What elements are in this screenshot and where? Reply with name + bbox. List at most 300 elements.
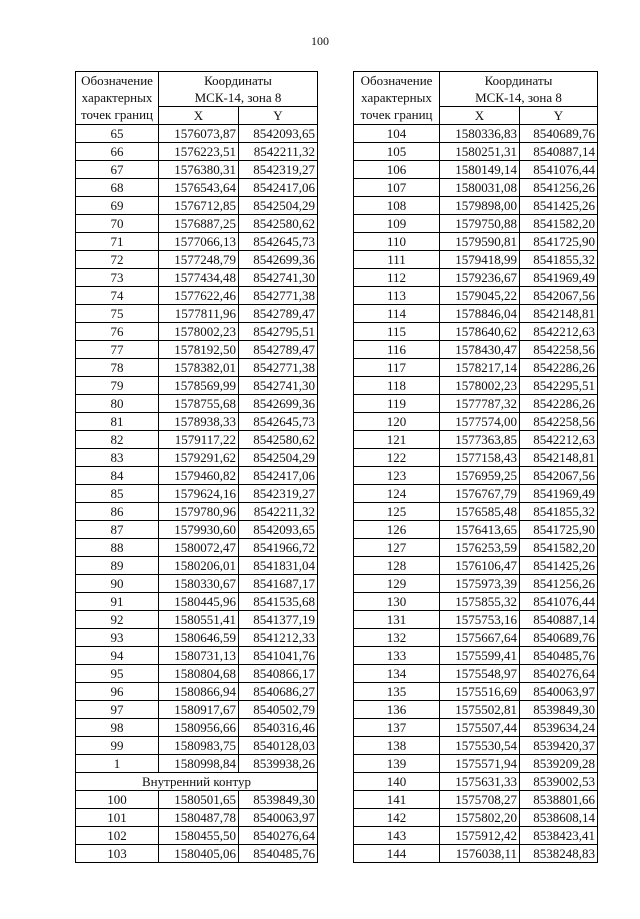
point-id-cell: 114: [354, 305, 440, 323]
point-id-cell: 132: [354, 629, 440, 647]
y-coordinate-cell: 8541041,76: [239, 647, 318, 665]
table-row: [76, 215, 318, 233]
y-coordinate-cell: 8542645,73: [239, 233, 318, 251]
x-coordinate-cell: 1580866,94: [159, 683, 239, 701]
point-id-cell: 73: [76, 269, 159, 287]
x-coordinate-cell: 1580983,75: [159, 737, 239, 755]
x-coordinate-cell: 1578002,23: [440, 377, 520, 395]
x-coordinate-cell: 1575667,64: [440, 629, 520, 647]
y-coordinate-cell: 8539209,28: [520, 755, 598, 773]
point-id-cell: 144: [354, 845, 440, 863]
y-coordinate-cell: 8542211,32: [239, 503, 318, 521]
y-coordinate-cell: 8541582,20: [520, 539, 598, 557]
y-coordinate-cell: 8540276,64: [520, 665, 598, 683]
point-id-cell: 118: [354, 377, 440, 395]
x-coordinate-cell: 1577158,43: [440, 449, 520, 467]
section-row: [76, 773, 318, 791]
point-id-cell: 134: [354, 665, 440, 683]
x-coordinate-cell: 1580455,50: [159, 827, 239, 845]
x-coordinate-cell: 1579117,22: [159, 431, 239, 449]
x-coordinate-cell: 1580731,13: [159, 647, 239, 665]
y-coordinate-cell: 8541256,26: [520, 575, 598, 593]
table-row: [354, 485, 598, 503]
y-coordinate-cell: 8540316,46: [239, 719, 318, 737]
x-coordinate-cell: 1576106,47: [440, 557, 520, 575]
x-coordinate-cell: 1578002,23: [159, 323, 239, 341]
y-column-header: Y: [520, 107, 598, 125]
y-coordinate-cell: 8541425,26: [520, 557, 598, 575]
y-coordinate-cell: 8541076,44: [520, 593, 598, 611]
table-row: [354, 503, 598, 521]
y-coordinate-cell: 8541855,32: [520, 503, 598, 521]
coordinates-table-right: [353, 71, 598, 863]
x-coordinate-cell: 1576887,25: [159, 215, 239, 233]
x-coordinate-cell: 1580646,59: [159, 629, 239, 647]
point-id-cell: 1: [76, 755, 159, 773]
y-coordinate-cell: 8540887,14: [520, 143, 598, 161]
x-coordinate-cell: 1577248,79: [159, 251, 239, 269]
x-coordinate-cell: 1579750,88: [440, 215, 520, 233]
table-row: [354, 377, 598, 395]
x-coordinate-cell: 1575855,32: [440, 593, 520, 611]
table-row: [354, 845, 598, 863]
header-label-line: Обозначение: [360, 73, 433, 88]
point-id-cell: 87: [76, 521, 159, 539]
point-id-cell: 143: [354, 827, 440, 845]
point-id-cell: 79: [76, 377, 159, 395]
point-id-cell: 129: [354, 575, 440, 593]
table-row: [354, 341, 598, 359]
y-coordinate-cell: 8542148,81: [520, 449, 598, 467]
point-id-cell: 81: [76, 413, 159, 431]
table-row: [354, 467, 598, 485]
table-row: [76, 629, 318, 647]
table-row: [354, 143, 598, 161]
x-coordinate-cell: 1578217,14: [440, 359, 520, 377]
y-coordinate-cell: 8539634,24: [520, 719, 598, 737]
table-row: [76, 287, 318, 305]
point-id-cell: 90: [76, 575, 159, 593]
table-body: [76, 791, 318, 863]
table-row: [76, 611, 318, 629]
table-row: [354, 737, 598, 755]
table-row: [354, 575, 598, 593]
point-id-cell: 104: [354, 125, 440, 143]
point-id-cell: 103: [76, 845, 159, 863]
table-row: [354, 611, 598, 629]
point-id-cell: 80: [76, 395, 159, 413]
x-coordinate-cell: 1576038,11: [440, 845, 520, 863]
x-coordinate-cell: 1576413,65: [440, 521, 520, 539]
x-coordinate-cell: 1579780,96: [159, 503, 239, 521]
x-coordinate-cell: 1575802,20: [440, 809, 520, 827]
x-coordinate-cell: 1579236,67: [440, 269, 520, 287]
x-coordinate-cell: 1576073,87: [159, 125, 239, 143]
table-row: [76, 323, 318, 341]
table-row: [76, 125, 318, 143]
x-coordinate-cell: 1580149,14: [440, 161, 520, 179]
point-id-cell: 99: [76, 737, 159, 755]
table-row: [354, 773, 598, 791]
point-id-cell: 107: [354, 179, 440, 197]
coordinates-title-line: МСК-14, зона 8: [475, 90, 562, 105]
x-coordinate-cell: 1577574,00: [440, 413, 520, 431]
point-id-cell: 72: [76, 251, 159, 269]
table-row: [76, 809, 318, 827]
table-row: [76, 161, 318, 179]
table-row: [354, 593, 598, 611]
point-id-cell: 74: [76, 287, 159, 305]
table-row: [76, 503, 318, 521]
y-coordinate-cell: 8540485,76: [520, 647, 598, 665]
table-row: [354, 827, 598, 845]
x-coordinate-cell: 1575631,33: [440, 773, 520, 791]
x-coordinate-cell: 1578382,01: [159, 359, 239, 377]
y-coordinate-cell: 8539849,30: [520, 701, 598, 719]
table-row: [76, 359, 318, 377]
point-id-cell: 130: [354, 593, 440, 611]
table-header: [354, 72, 598, 125]
table-row: [354, 233, 598, 251]
table-row: [76, 575, 318, 593]
x-coordinate-cell: 1579460,82: [159, 467, 239, 485]
table-row: [76, 251, 318, 269]
table-row: [76, 377, 318, 395]
point-id-cell: 97: [76, 701, 159, 719]
x-coordinate-cell: 1580330,67: [159, 575, 239, 593]
y-coordinate-cell: 8541831,04: [239, 557, 318, 575]
y-coordinate-cell: 8540063,97: [239, 809, 318, 827]
table-row: [354, 701, 598, 719]
x-coordinate-cell: 1579291,62: [159, 449, 239, 467]
table-row: [76, 737, 318, 755]
coordinates-header: [159, 72, 318, 107]
point-id-cell: 139: [354, 755, 440, 773]
point-id-cell: 124: [354, 485, 440, 503]
y-coordinate-cell: 8541687,17: [239, 575, 318, 593]
x-coordinate-cell: 1578569,99: [159, 377, 239, 395]
x-coordinate-cell: 1578192,50: [159, 341, 239, 359]
point-id-cell: 84: [76, 467, 159, 485]
y-coordinate-cell: 8542771,38: [239, 359, 318, 377]
point-id-cell: 75: [76, 305, 159, 323]
table-header: [76, 72, 318, 125]
point-id-cell: 69: [76, 197, 159, 215]
x-coordinate-cell: 1575507,44: [440, 719, 520, 737]
table-row: [354, 251, 598, 269]
x-coordinate-cell: 1580445,96: [159, 593, 239, 611]
point-id-cell: 138: [354, 737, 440, 755]
y-coordinate-cell: 8541855,32: [520, 251, 598, 269]
x-coordinate-cell: 1577066,13: [159, 233, 239, 251]
y-column-header: Y: [239, 107, 318, 125]
point-id-cell: 82: [76, 431, 159, 449]
y-coordinate-cell: 8542286,26: [520, 395, 598, 413]
y-coordinate-cell: 8542417,06: [239, 467, 318, 485]
x-coordinate-cell: 1575571,94: [440, 755, 520, 773]
x-coordinate-cell: 1580487,78: [159, 809, 239, 827]
table-row: [76, 791, 318, 809]
y-coordinate-cell: 8540686,27: [239, 683, 318, 701]
table-row: [354, 521, 598, 539]
y-coordinate-cell: 8542295,51: [520, 377, 598, 395]
point-id-cell: 100: [76, 791, 159, 809]
y-coordinate-cell: 8542258,56: [520, 413, 598, 431]
point-id-cell: 125: [354, 503, 440, 521]
y-coordinate-cell: 8542699,36: [239, 251, 318, 269]
table-row: [76, 755, 318, 773]
x-coordinate-cell: 1579624,16: [159, 485, 239, 503]
point-designation-header: [76, 72, 159, 125]
table-row: [76, 197, 318, 215]
x-coordinate-cell: 1580072,47: [159, 539, 239, 557]
x-coordinate-cell: 1580998,84: [159, 755, 239, 773]
y-coordinate-cell: 8542504,29: [239, 449, 318, 467]
y-coordinate-cell: 8542067,56: [520, 467, 598, 485]
x-column-header: X: [159, 107, 239, 125]
point-id-cell: 141: [354, 791, 440, 809]
y-coordinate-cell: 8542789,47: [239, 341, 318, 359]
table-row: [76, 395, 318, 413]
y-coordinate-cell: 8540866,17: [239, 665, 318, 683]
point-id-cell: 120: [354, 413, 440, 431]
table-row: [354, 287, 598, 305]
coordinates-title-line: Координаты: [484, 73, 553, 88]
y-coordinate-cell: 8541212,33: [239, 629, 318, 647]
table-row: [354, 719, 598, 737]
table-row: [354, 215, 598, 233]
x-coordinate-cell: 1575973,39: [440, 575, 520, 593]
x-coordinate-cell: 1580917,67: [159, 701, 239, 719]
table-row: [354, 359, 598, 377]
table-row: [76, 539, 318, 557]
point-id-cell: 135: [354, 683, 440, 701]
table-row: [76, 269, 318, 287]
y-coordinate-cell: 8542580,62: [239, 431, 318, 449]
table-row: [354, 629, 598, 647]
x-coordinate-cell: 1580551,41: [159, 611, 239, 629]
table-row: [354, 449, 598, 467]
point-id-cell: 122: [354, 449, 440, 467]
x-coordinate-cell: 1575708,27: [440, 791, 520, 809]
inner-contour-label: Внутренний контур: [76, 773, 318, 791]
section-row-group: [76, 773, 318, 791]
y-coordinate-cell: 8540689,76: [520, 125, 598, 143]
point-id-cell: 137: [354, 719, 440, 737]
point-id-cell: 78: [76, 359, 159, 377]
y-coordinate-cell: 8539938,26: [239, 755, 318, 773]
header-label-line: точек границ: [360, 107, 433, 122]
point-designation-header: [354, 72, 440, 125]
x-coordinate-cell: 1578640,62: [440, 323, 520, 341]
point-id-cell: 98: [76, 719, 159, 737]
point-id-cell: 108: [354, 197, 440, 215]
y-coordinate-cell: 8538248,83: [520, 845, 598, 863]
x-coordinate-cell: 1575516,69: [440, 683, 520, 701]
point-id-cell: 128: [354, 557, 440, 575]
y-coordinate-cell: 8539002,53: [520, 773, 598, 791]
table-row: [76, 827, 318, 845]
y-coordinate-cell: 8540502,79: [239, 701, 318, 719]
x-coordinate-cell: 1580956,66: [159, 719, 239, 737]
y-coordinate-cell: 8542319,27: [239, 161, 318, 179]
x-coordinate-cell: 1580251,31: [440, 143, 520, 161]
point-id-cell: 126: [354, 521, 440, 539]
x-coordinate-cell: 1576380,31: [159, 161, 239, 179]
y-coordinate-cell: 8542093,65: [239, 125, 318, 143]
table-row: [76, 431, 318, 449]
x-coordinate-cell: 1580501,65: [159, 791, 239, 809]
x-column-header: X: [440, 107, 520, 125]
y-coordinate-cell: 8540485,76: [239, 845, 318, 863]
point-id-cell: 66: [76, 143, 159, 161]
y-coordinate-cell: 8541076,44: [520, 161, 598, 179]
table-row: [354, 125, 598, 143]
point-id-cell: 115: [354, 323, 440, 341]
y-coordinate-cell: 8542580,62: [239, 215, 318, 233]
x-coordinate-cell: 1578430,47: [440, 341, 520, 359]
x-coordinate-cell: 1576767,79: [440, 485, 520, 503]
x-coordinate-cell: 1580336,83: [440, 125, 520, 143]
x-coordinate-cell: 1580804,68: [159, 665, 239, 683]
table-row: [354, 539, 598, 557]
x-coordinate-cell: 1576543,64: [159, 179, 239, 197]
y-coordinate-cell: 8541582,20: [520, 215, 598, 233]
table-row: [354, 647, 598, 665]
y-coordinate-cell: 8539849,30: [239, 791, 318, 809]
table-body: [76, 125, 318, 773]
table-row: [76, 683, 318, 701]
table-row: [76, 143, 318, 161]
x-coordinate-cell: 1575530,54: [440, 737, 520, 755]
point-id-cell: 86: [76, 503, 159, 521]
y-coordinate-cell: 8542741,30: [239, 377, 318, 395]
table-row: [76, 665, 318, 683]
y-coordinate-cell: 8540128,03: [239, 737, 318, 755]
x-coordinate-cell: 1575548,97: [440, 665, 520, 683]
header-label-line: Обозначение: [81, 73, 153, 88]
x-coordinate-cell: 1575753,16: [440, 611, 520, 629]
y-coordinate-cell: 8542212,63: [520, 323, 598, 341]
x-coordinate-cell: 1576223,51: [159, 143, 239, 161]
point-id-cell: 140: [354, 773, 440, 791]
x-coordinate-cell: 1575599,41: [440, 647, 520, 665]
point-id-cell: 89: [76, 557, 159, 575]
x-coordinate-cell: 1577622,46: [159, 287, 239, 305]
point-id-cell: 113: [354, 287, 440, 305]
y-coordinate-cell: 8540276,64: [239, 827, 318, 845]
point-id-cell: 93: [76, 629, 159, 647]
y-coordinate-cell: 8540887,14: [520, 611, 598, 629]
x-coordinate-cell: 1577363,85: [440, 431, 520, 449]
point-id-cell: 83: [76, 449, 159, 467]
y-coordinate-cell: 8538423,41: [520, 827, 598, 845]
point-id-cell: 76: [76, 323, 159, 341]
header-label-line: точек границ: [80, 107, 154, 122]
page-number: 100: [311, 34, 329, 48]
point-id-cell: 96: [76, 683, 159, 701]
point-id-cell: 133: [354, 647, 440, 665]
table-row: [354, 197, 598, 215]
point-id-cell: 71: [76, 233, 159, 251]
point-id-cell: 68: [76, 179, 159, 197]
table-row: [354, 809, 598, 827]
point-id-cell: 121: [354, 431, 440, 449]
table-row: [354, 431, 598, 449]
point-id-cell: 111: [354, 251, 440, 269]
point-id-cell: 102: [76, 827, 159, 845]
point-id-cell: 85: [76, 485, 159, 503]
point-id-cell: 94: [76, 647, 159, 665]
point-id-cell: 65: [76, 125, 159, 143]
y-coordinate-cell: 8541725,90: [520, 233, 598, 251]
table-row: [76, 521, 318, 539]
table-row: [76, 647, 318, 665]
point-id-cell: 106: [354, 161, 440, 179]
point-id-cell: 95: [76, 665, 159, 683]
x-coordinate-cell: 1580206,01: [159, 557, 239, 575]
coordinates-title-line: Координаты: [204, 73, 272, 88]
table-row: [76, 341, 318, 359]
x-coordinate-cell: 1578938,33: [159, 413, 239, 431]
y-coordinate-cell: 8540689,76: [520, 629, 598, 647]
y-coordinate-cell: 8541425,26: [520, 197, 598, 215]
point-id-cell: 77: [76, 341, 159, 359]
point-id-cell: 101: [76, 809, 159, 827]
point-id-cell: 109: [354, 215, 440, 233]
table-row: [354, 665, 598, 683]
table-row: [76, 719, 318, 737]
point-id-cell: 123: [354, 467, 440, 485]
x-coordinate-cell: 1579045,22: [440, 287, 520, 305]
y-coordinate-cell: 8542741,30: [239, 269, 318, 287]
table-row: [354, 683, 598, 701]
point-id-cell: 131: [354, 611, 440, 629]
table-row: [354, 395, 598, 413]
x-coordinate-cell: 1576959,25: [440, 467, 520, 485]
point-id-cell: 91: [76, 593, 159, 611]
x-coordinate-cell: 1579930,60: [159, 521, 239, 539]
table-row: [76, 413, 318, 431]
x-coordinate-cell: 1576585,48: [440, 503, 520, 521]
point-id-cell: 105: [354, 143, 440, 161]
y-coordinate-cell: 8542504,29: [239, 197, 318, 215]
y-coordinate-cell: 8541969,49: [520, 269, 598, 287]
point-id-cell: 127: [354, 539, 440, 557]
y-coordinate-cell: 8541535,68: [239, 593, 318, 611]
x-coordinate-cell: 1579590,81: [440, 233, 520, 251]
x-coordinate-cell: 1578755,68: [159, 395, 239, 413]
point-id-cell: 119: [354, 395, 440, 413]
y-coordinate-cell: 8542645,73: [239, 413, 318, 431]
y-coordinate-cell: 8542211,32: [239, 143, 318, 161]
y-coordinate-cell: 8542212,63: [520, 431, 598, 449]
x-coordinate-cell: 1579898,00: [440, 197, 520, 215]
y-coordinate-cell: 8541256,26: [520, 179, 598, 197]
x-coordinate-cell: 1580031,08: [440, 179, 520, 197]
x-coordinate-cell: 1576253,59: [440, 539, 520, 557]
y-coordinate-cell: 8541725,90: [520, 521, 598, 539]
point-id-cell: 70: [76, 215, 159, 233]
x-coordinate-cell: 1580405,06: [159, 845, 239, 863]
point-id-cell: 110: [354, 233, 440, 251]
table-row: [76, 593, 318, 611]
table-row: [76, 467, 318, 485]
x-coordinate-cell: 1579418,99: [440, 251, 520, 269]
x-coordinate-cell: 1575502,81: [440, 701, 520, 719]
table-body: [354, 125, 598, 863]
table-row: [76, 233, 318, 251]
